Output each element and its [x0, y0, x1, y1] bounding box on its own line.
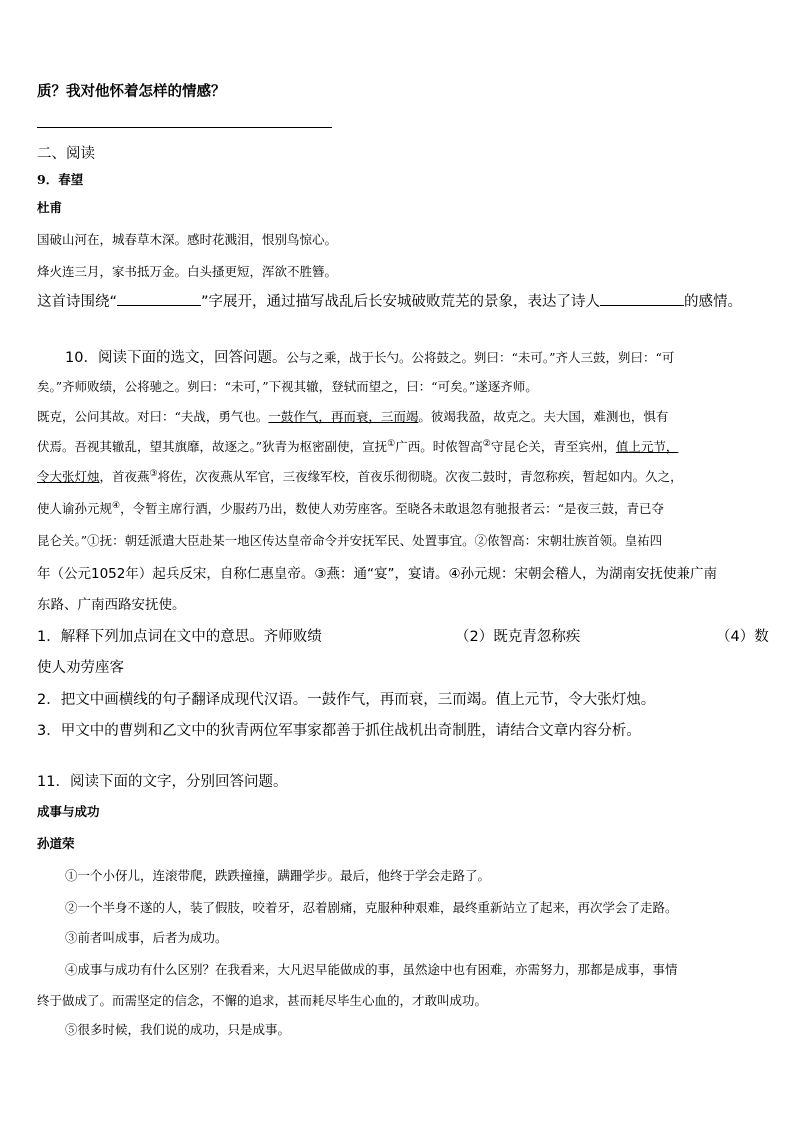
- q10-underlined-sentence-2b: 令大张灯烛: [37, 469, 100, 484]
- q11-para5: ⑤很多时候，我们说的成功，只是成事。: [65, 1022, 291, 1037]
- q9-question-part1: 这首诗围绕“: [37, 294, 118, 310]
- q9-question-part3: 的感情。: [684, 294, 743, 310]
- answer-line: [37, 127, 332, 128]
- q10-sub1-item4: （4）数: [716, 629, 769, 645]
- q10-note-line8: 年（公元1052年）起兵反宋，自称仁惠皇帝。③燕：通“宴”，宴请。④孙元规：宋朝会稽人，为湖南安抚使兼广南: [37, 566, 718, 582]
- q10-passage-line3: [37, 407, 668, 425]
- q10-text: 伏焉。吾视其辙乱，望其旗靡，故逐之。”狄青为枢密副使，宣抚: [37, 439, 388, 454]
- q11-para4-cont: 终于做成了。而需坚定的信念，不懈的追求，甚而耗尽毕生心血的，才敢叫成功。: [37, 993, 488, 1008]
- q9-author: 杜甫: [37, 200, 63, 215]
- q9-question: [37, 290, 742, 311]
- q10-underlined-sentence-2a: 值上元节，: [615, 439, 679, 454]
- answer-blank-2[interactable]: [600, 293, 684, 306]
- q10-passage-line5: [37, 467, 683, 485]
- q11-para4: ④成事与成功有什么区别？在我看来，大凡迟早能做成的事，虽然途中也有困难，亦需努力，那都是成事，事情: [65, 962, 678, 977]
- q10-passage-line1: 公与之乘，战于长勺。公将鼓之。刿曰：“未可。”齐人三鼓，刿曰：“可: [286, 350, 675, 365]
- q10-text: ，首夜燕: [99, 469, 150, 484]
- q10-passage-line4: [37, 437, 678, 455]
- q8-tail: 质？我对他怀着怎样的情感？: [37, 84, 226, 100]
- q10-intro: 10．阅读下面的选文，回答问题。: [65, 350, 287, 366]
- q10-passage-line6: [37, 499, 664, 517]
- q10-passage-line2: 矣。”齐师败绩，公将驰之。刿曰：“未可，”下视其辙，登轼而望之，曰：“可矣。”遂逐齐师。: [37, 379, 538, 394]
- q10-intro-line: [65, 346, 674, 367]
- q10-sub1-item2: （2）既克青忽称疾: [455, 629, 581, 645]
- q10-underlined-sentence-1: 一鼓作气，再而衰，三而竭: [268, 409, 419, 424]
- q11-para1: ①一个小伢儿，连滚带爬，跌跌撞撞，蹒跚学步。最后，他终于学会走路了。: [65, 868, 491, 883]
- q11-author: 孙道荣: [37, 836, 75, 851]
- q9-title: 9．春望: [37, 172, 84, 187]
- q10-text: 守昆仑关，青至宾州，: [490, 439, 616, 454]
- q10-text: 将佐，次夜燕从军官，三夜缘军校，首夜乐彻彻晓。次夜二鼓时，青忽称疾，暂起如内。久之，: [157, 469, 683, 484]
- q10-text: 广西。时侬智高: [395, 439, 483, 454]
- q9-poem-line2: 烽火连三月，家书抵万金。白头搔更短，浑欲不胜簪。: [37, 264, 338, 279]
- section-title: 二、阅读: [37, 146, 95, 162]
- q9-poem-line1: 国破山河在，城春草木深。感时花溅泪，恨别鸟惊心。: [37, 232, 338, 247]
- q11-para2: ②一个半身不遂的人，装了假肢，咬着牙，忍着剧痛，克服种种艰难，最终重新站立了起来，再次学会了走路。: [65, 900, 678, 915]
- q9-question-part2: ”字展开，通过描写战乱后长安城破败荒芜的景象，表达了诗人: [201, 294, 601, 310]
- q10-sub3: 3．甲文中的曹刿和乙文中的狄青两位军事家都善于抓住战机出奇制胜，请结合文章内容分析。: [37, 723, 641, 739]
- q10-sub1-item4-cont: 使人劝劳座客: [37, 660, 124, 676]
- footnote-marker: ①: [387, 438, 396, 449]
- q10-note-line9: 东路、广南西路安抚使。: [37, 597, 186, 613]
- q11-para3: ③前者叫成事，后者为成功。: [65, 930, 228, 945]
- footnote-marker: ③: [149, 468, 158, 479]
- q10-sub1: 1．解释下列加点词在文中的意思。齐师败绩: [37, 629, 322, 645]
- q10-passage-line7: 昆仑关。”①抚：朝廷派遣大臣赴某一地区传达皇帝命令并安抚军民、处置事宜。②侬智高：宋朝壮族首领。皇祐四: [37, 533, 663, 548]
- answer-blank-1[interactable]: [117, 293, 201, 306]
- q11-intro: 11．阅读下面的文字，分别回答问题。: [37, 774, 288, 790]
- q10-text: ，令暂主席行酒，少服药乃出，数使人劝劳座客。至晓各未敢退忽有驰报者云：“是夜三鼓，青已夺: [120, 501, 664, 516]
- q11-title: 成事与成功: [37, 804, 100, 819]
- footnote-marker: ④: [112, 500, 121, 511]
- q10-text: 。彼竭我盈，故克之。夫大国，难测也，惧有: [418, 409, 669, 424]
- q10-text: 使人谕孙元规: [37, 501, 113, 516]
- q10-text: 既克，公问其故。对曰：“夫战，勇气也。: [37, 409, 269, 424]
- footnote-marker: ②: [482, 438, 491, 449]
- q10-sub2: 2．把文中画横线的句子翻译成现代汉语。一鼓作气，再而衰，三而竭。值上元节，令大张灯烛。: [37, 692, 656, 708]
